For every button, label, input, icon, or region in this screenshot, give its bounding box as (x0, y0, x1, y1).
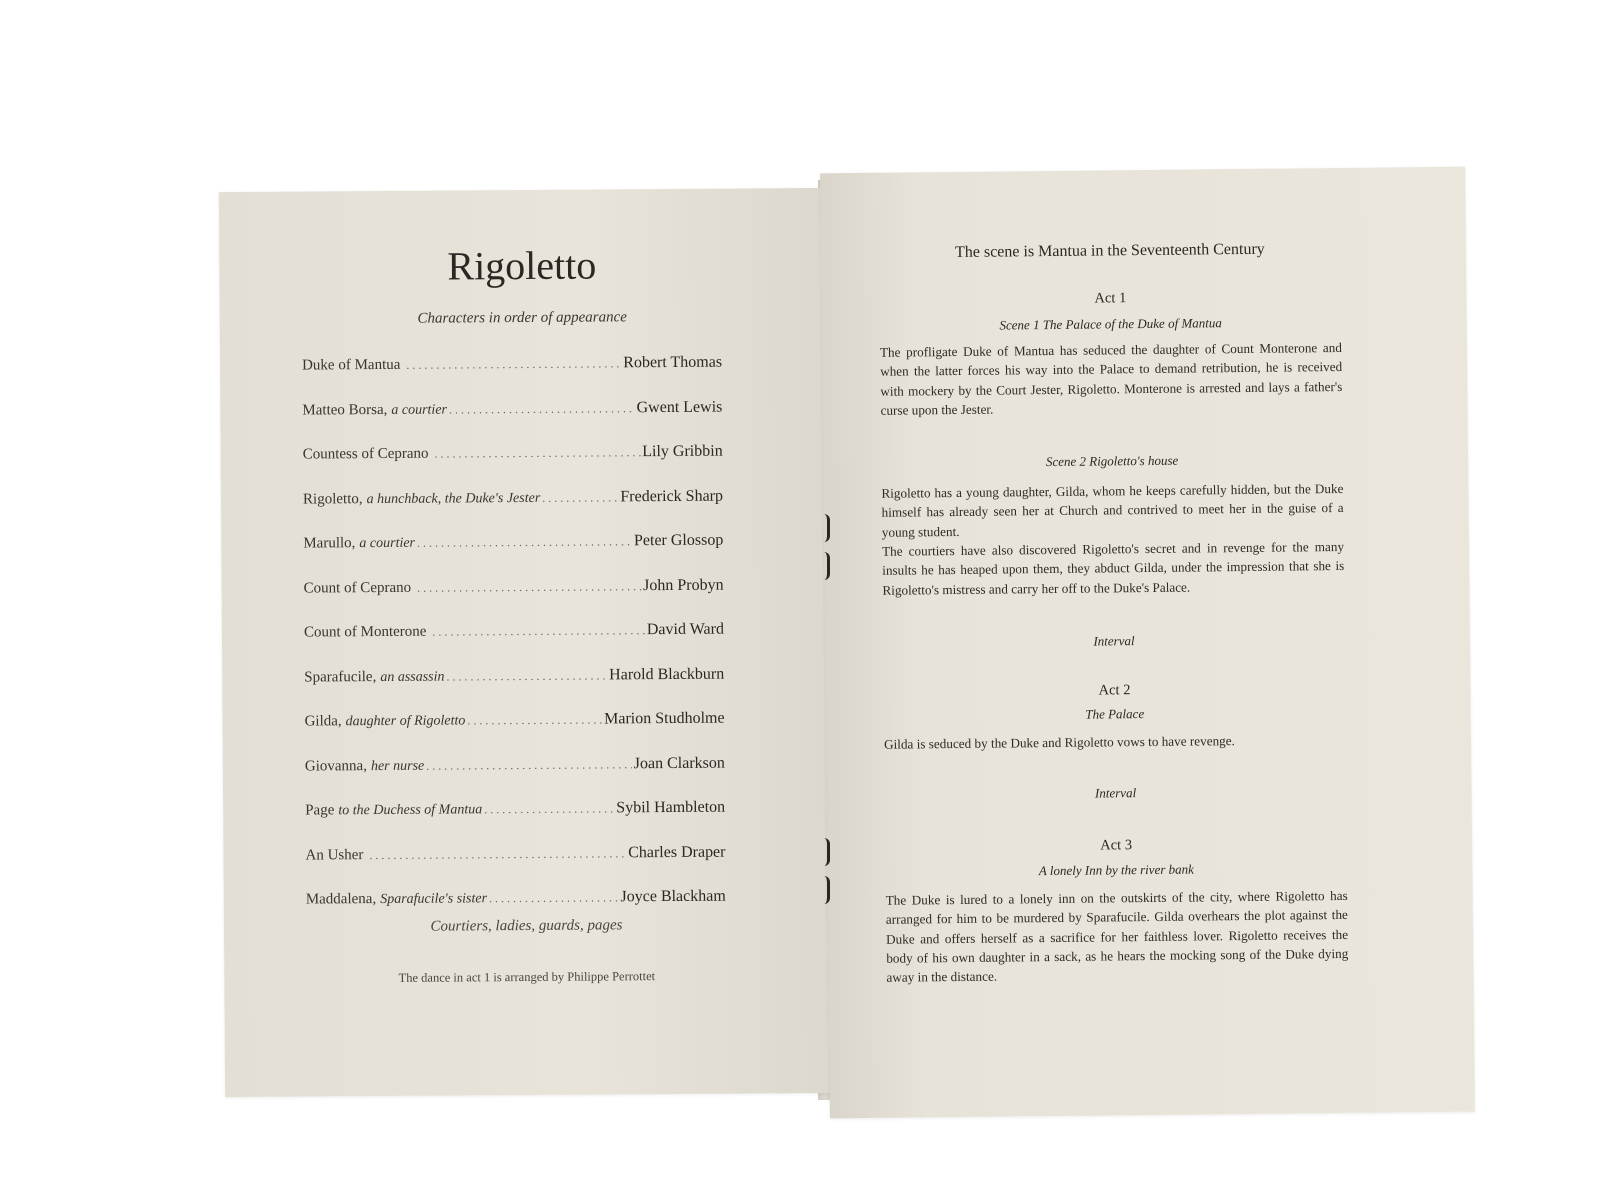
act-2-subtitle: The Palace (1085, 706, 1145, 722)
cast-actor: Charles Draper (628, 843, 726, 861)
cast-row (303, 532, 723, 579)
cast-row (305, 799, 725, 846)
cast-role-description: a courtier (391, 402, 448, 418)
cast-actor: Harold Blackburn (609, 665, 725, 683)
cast-role: Sparafucile, (304, 668, 377, 686)
act-2-synopsis: Gilda is seduced by the Duke and Rigoletto vows to have revenge. (883, 733, 1235, 752)
staple-bottom-lower (822, 876, 830, 904)
act-3-subtitle: A lonely Inn by the river bank (1038, 861, 1194, 879)
dot-leader (406, 356, 621, 372)
dot-leader (417, 534, 632, 551)
cast-row (302, 354, 722, 401)
dot-leader (542, 490, 618, 506)
cast-list (302, 354, 726, 935)
staple-top-upper (822, 514, 830, 542)
dot-leader (432, 623, 645, 639)
cast-role: Page (305, 802, 335, 819)
cast-role-description: Sparafucile's sister (380, 891, 488, 908)
dot-leader (484, 801, 614, 817)
act-1-scene-2-synopsis-b: The courtiers have also discovered Rigoletto's secret and in revenge for the many insults he has heaped upon them, they abduct Gilda, under the impression that she is Rigoletto's mistress and carry her off to the Duke's Palace. (881, 538, 1345, 598)
cast-role-description: a courtier (359, 535, 416, 552)
dot-leader (489, 890, 619, 906)
dot-leader (369, 846, 626, 863)
cast-list-subtitle: Characters in order of appearance (417, 309, 627, 327)
synopsis (878, 168, 1349, 985)
cast-actor: Frederick Sharp (620, 487, 724, 505)
cast-role: Countess of Ceprano (302, 445, 429, 463)
choreography-credit: The dance in act 1 is arranged by Philippe Perrottet (398, 969, 656, 985)
cast-role: Giovanna, (304, 757, 367, 775)
programme-title: Rigoletto (447, 242, 597, 289)
cast-actor: Gwent Lewis (636, 398, 723, 416)
act-1-scene-2-title: Scene 2 Rigoletto's house (1045, 452, 1179, 470)
act-1-heading: Act 1 (1094, 290, 1127, 307)
dot-leader (417, 579, 641, 596)
act-1-scene-2-synopsis-a: Rigoletto has a young daughter, Gilda, whom he keeps carefully hidden, but the Duke himself has already seen her at Church and contrived to meet her in the guise of a young student. (881, 480, 1344, 540)
act-2-heading: Act 2 (1098, 682, 1131, 699)
cast-actor: Robert Thomas (623, 353, 723, 372)
cast-row (304, 576, 724, 623)
act-3-heading: Act 3 (1100, 837, 1133, 854)
chorus-extras-line: Courtiers, ladies, guards, pages (430, 917, 623, 935)
interval-2: Interval (1094, 785, 1137, 801)
cast-role-description: daughter of Rigoletto (345, 713, 466, 730)
cast-row (305, 843, 725, 890)
cast-actor: Sybil Hambleton (616, 798, 726, 817)
cast-role-description: a hunchback, the Duke's Jester (366, 490, 541, 507)
setting-line: The scene is Mantua in the Seventeenth Century (954, 240, 1265, 261)
act-3-synopsis: The Duke is lured to a lonely inn on the outskirts of the city, where Rigoletto has arranged for him to be murdered by Sparafucile. Gilda overhears the plot against the Duke and offers herself as a sacrifice for her faithless lover. Rigoletto receives the body of his own daughter in a sack, as he hears the mocking song of the Duke dying away in the distance. (885, 887, 1349, 985)
right-page (820, 167, 1475, 1119)
cast-role: An Usher (305, 846, 364, 864)
dot-leader (426, 757, 632, 773)
cast-role: Count of Ceprano (303, 579, 412, 597)
cast-role: Maddalena, (305, 891, 377, 908)
act-1-scene-1-title: Scene 1 The Palace of the Duke of Mantua (999, 315, 1222, 333)
cast-role: Rigoletto, (302, 490, 363, 508)
cast-role-description: to the Duchess of Mantua (338, 802, 483, 819)
cast-row (303, 443, 723, 490)
cast-role: Marullo, (303, 535, 356, 552)
dot-leader (449, 401, 635, 417)
cast-row (305, 754, 725, 801)
cast-actor: Joyce Blackham (620, 887, 726, 906)
dot-leader (446, 668, 607, 684)
act-1-scene-1-synopsis: The profligate Duke of Mantua has seduced the daughter of Count Monterone and when the latter forces his way into the Palace to demand retribution, he is received with mockery by the Court Jester, Rigoletto. Monterone is arrested and lays a father's curse upon the Jester. (879, 339, 1343, 418)
cast-role-description: her nurse (370, 758, 425, 774)
cast-role: Gilda, (304, 713, 342, 730)
cast-row (304, 621, 724, 668)
interval-1: Interval (1093, 633, 1135, 649)
staple-bottom-upper (822, 838, 830, 866)
cast-actor: David Ward (646, 620, 724, 639)
cast-row (302, 398, 722, 445)
dot-leader (434, 445, 640, 461)
staple-top-lower (822, 552, 830, 580)
cast-role: Count of Monterone (303, 623, 427, 641)
dot-leader (467, 712, 602, 728)
cast-row (304, 665, 724, 712)
cast-row (303, 487, 723, 534)
cast-role-description: an assassin (380, 669, 445, 685)
left-page (219, 188, 830, 1097)
cast-actor: John Probyn (643, 576, 724, 594)
cast-row (304, 710, 724, 757)
cast-actor: Lily Gribbin (642, 442, 723, 461)
cast-actor: Marion Studholme (604, 709, 725, 728)
cast-role: Duke of Mantua (302, 356, 401, 374)
cast-actor: Peter Glossop (633, 531, 724, 550)
cast-actor: Joan Clarkson (633, 754, 725, 772)
cast-role: Matteo Borsa, (302, 401, 388, 419)
